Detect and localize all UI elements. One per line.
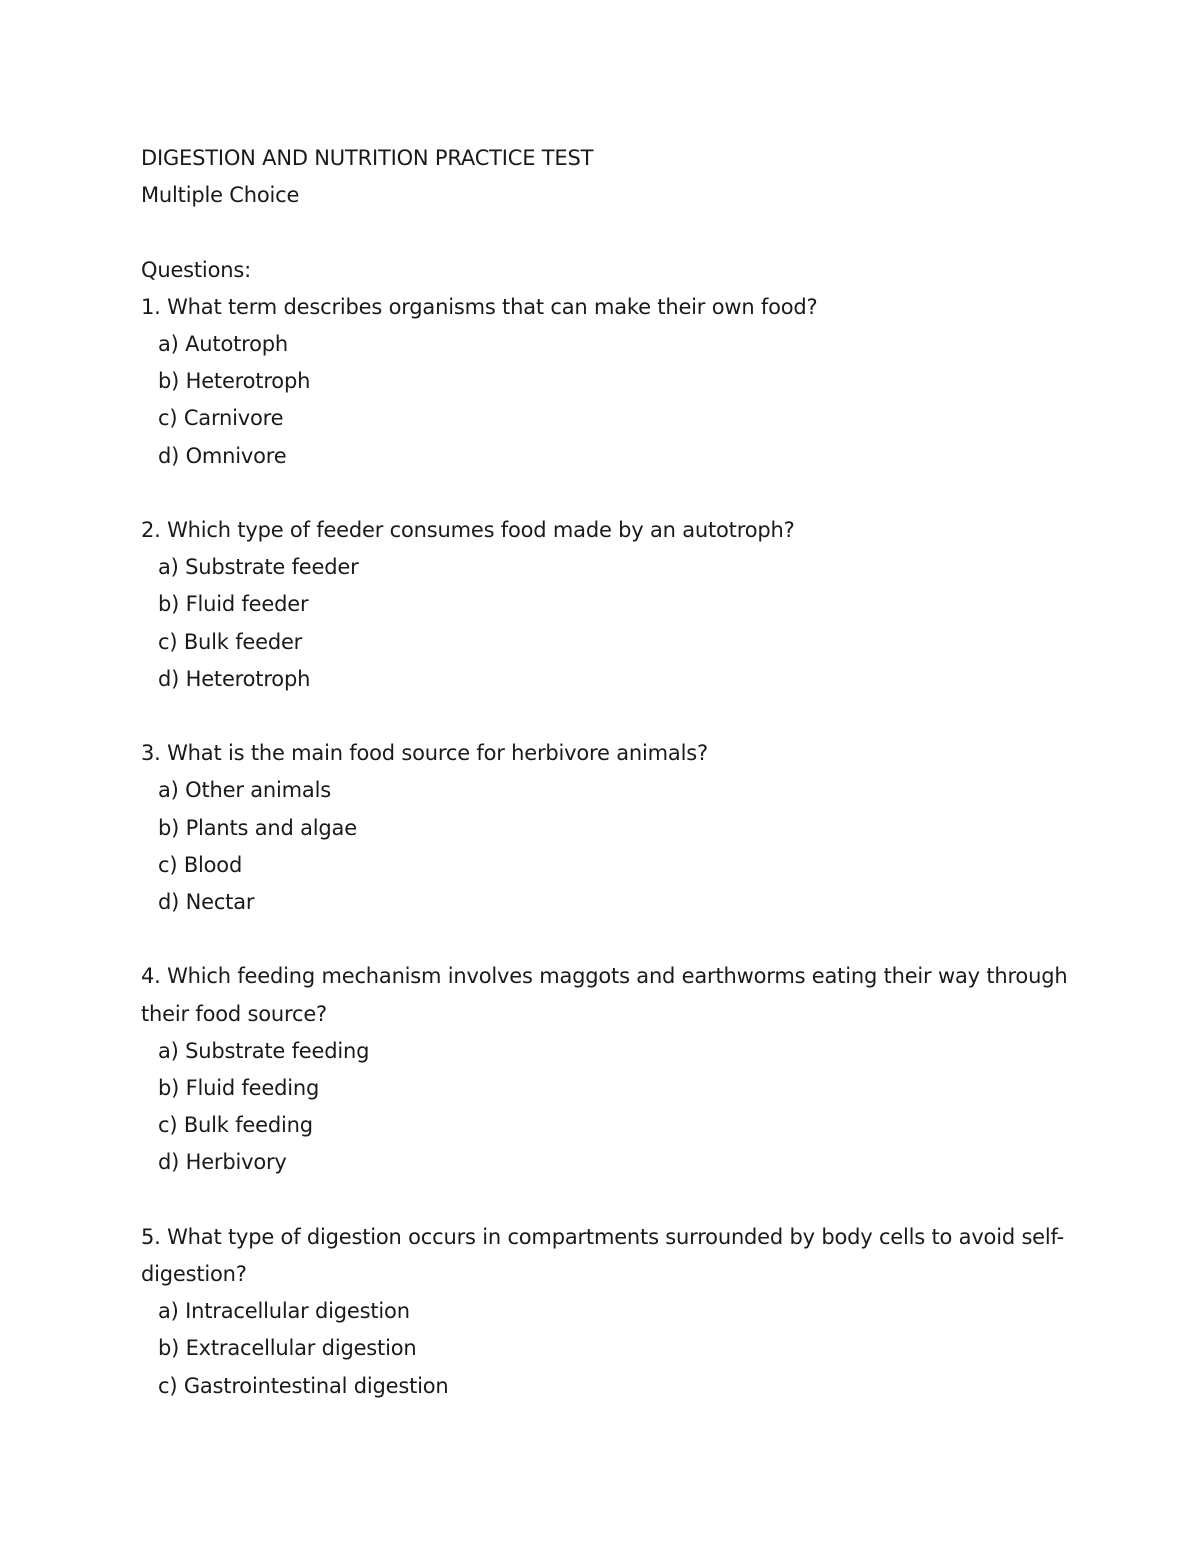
document-subtitle: Multiple Choice <box>141 183 300 208</box>
answer-option: a) Substrate feeding <box>158 1038 370 1063</box>
answer-option: d) Herbivory <box>158 1150 287 1175</box>
answer-option: c) Bulk feeding <box>158 1113 313 1138</box>
answer-option: b) Plants and algae <box>158 815 357 840</box>
question-text: 4. Which feeding mechanism involves maggots and earthworms eating their way through their food source? <box>141 964 1068 1026</box>
answer-option: a) Autotroph <box>158 332 288 356</box>
spacer <box>141 475 1101 512</box>
answer-option: d) Nectar <box>158 890 255 915</box>
spacer <box>141 214 1101 251</box>
answer-option: b) Heterotroph <box>158 369 311 394</box>
question-3 <box>141 735 1101 921</box>
answer-option: b) Extracellular digestion <box>158 1336 417 1361</box>
answer-option: c) Blood <box>158 852 243 877</box>
question-text: 1. What term describes organisms that can make their own food? <box>141 294 818 319</box>
answer-option: d) Omnivore <box>158 443 287 468</box>
spacer <box>141 921 1101 958</box>
answer-option: c) Bulk feeder <box>158 629 303 654</box>
answer-option: a) Substrate feeder <box>158 555 359 580</box>
question-text: 2. Which type of feeder consumes food made by an autotroph? <box>141 518 795 542</box>
document-title: DIGESTION AND NUTRITION PRACTICE TEST <box>141 146 594 170</box>
answer-option: d) Heterotroph <box>158 666 311 691</box>
spacer <box>141 1182 1101 1219</box>
questions-label: Questions: <box>141 257 251 282</box>
answer-option: b) Fluid feeding <box>158 1076 320 1101</box>
spacer <box>141 698 1101 735</box>
question-text: 3. What is the main food source for herbivore animals? <box>141 741 708 766</box>
answer-option: b) Fluid feeder <box>158 592 309 617</box>
question-1 <box>141 289 1101 475</box>
question-4 <box>141 958 1101 1181</box>
answer-option: c) Gastrointestinal digestion <box>158 1373 449 1398</box>
answer-option: a) Intracellular digestion <box>158 1299 410 1324</box>
question-5 <box>141 1219 1101 1405</box>
question-text: 5. What type of digestion occurs in compartments surrounded by body cells to avoid self-digestion? <box>141 1224 1064 1287</box>
answer-option: c) Carnivore <box>158 406 284 431</box>
question-2 <box>141 512 1101 698</box>
answer-option: a) Other animals <box>158 778 331 803</box>
document-page <box>141 140 1101 1405</box>
